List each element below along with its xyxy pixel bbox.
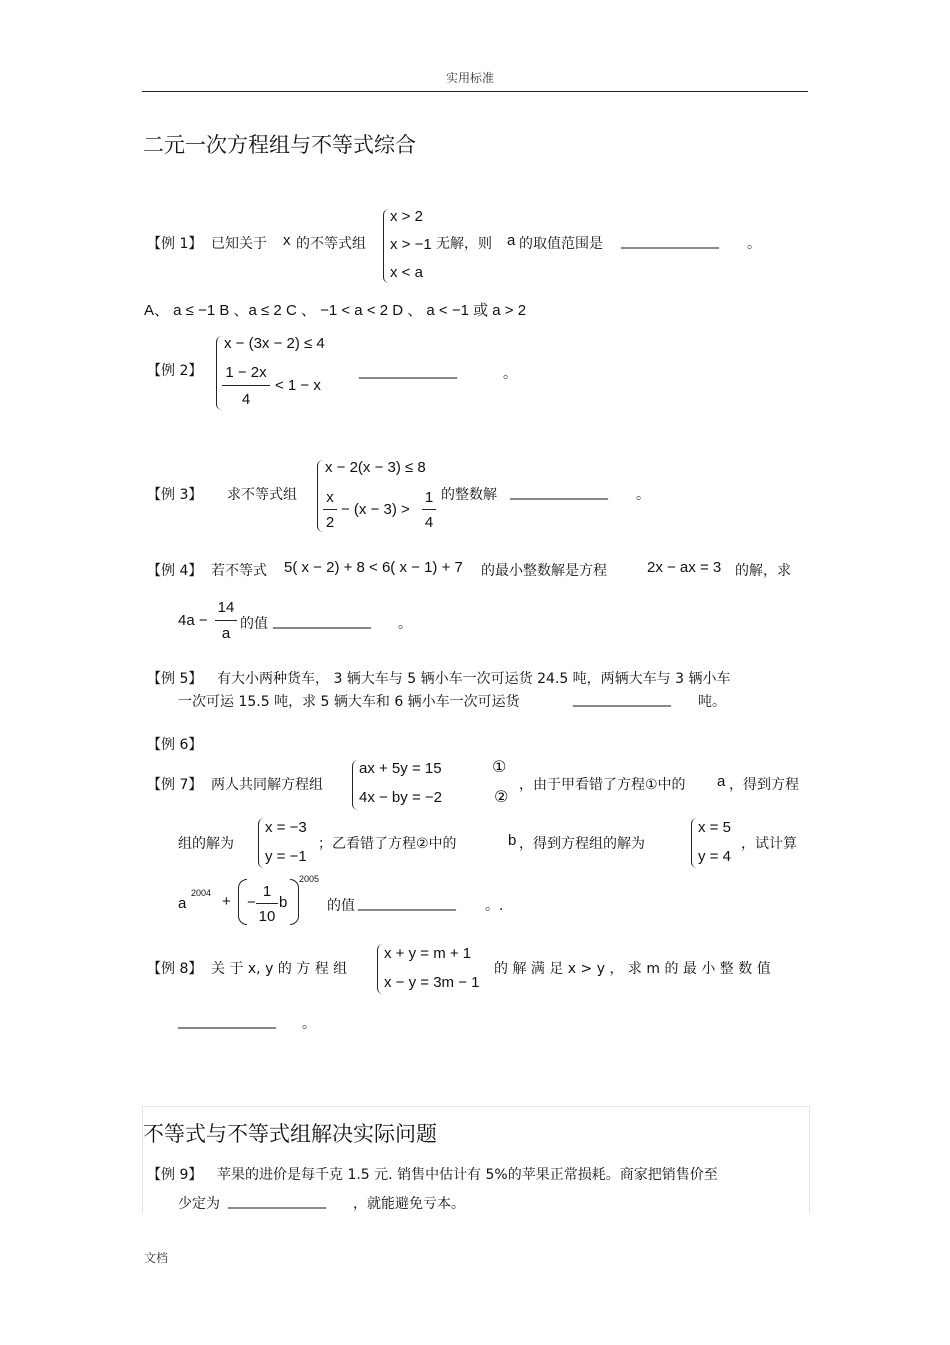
solution-line: x = 5 — [698, 819, 731, 836]
right-paren — [290, 879, 299, 925]
example-label: 【例 7】 — [147, 777, 203, 793]
header-divider — [142, 91, 808, 92]
text: 的解，求 — [735, 563, 791, 579]
system-line: x − 2(x − 3) ≤ 8 — [325, 459, 426, 476]
page-footer: 文档 — [144, 1251, 169, 1265]
text: ；乙看错了方程②中的 — [318, 836, 457, 852]
text: 求不等式组 — [227, 487, 297, 503]
left-paren — [238, 879, 247, 925]
math-var: a — [507, 232, 516, 249]
answer-blank: ______________ — [228, 1193, 326, 1209]
text: 的 解 满 足 x > y ， 求 m 的 最 小 整 数 值 — [494, 961, 771, 977]
example-label: 【例 2】 — [147, 363, 203, 379]
fraction-denominator: 4 — [241, 391, 251, 408]
system-line: x + y = m + 1 — [384, 945, 472, 962]
fraction-denominator: 10 — [258, 908, 276, 925]
answer-blank: ______________ — [359, 363, 457, 379]
answer-blank: ______________ — [178, 1013, 276, 1029]
text: ，试计算 — [741, 836, 797, 852]
system-line: x > −1 — [390, 236, 432, 253]
text: 。 — [398, 616, 412, 632]
solution-line: y = 4 — [698, 848, 731, 865]
page-header: 实用标准 — [446, 71, 495, 85]
brace — [377, 944, 384, 994]
text: 有大小两种货车， 3 辆大车与 5 辆小车一次可运货 24.5 吨，两辆大车与 3 辆小车 — [217, 671, 731, 687]
fraction-denominator: 4 — [424, 514, 434, 531]
operator: − — [247, 894, 256, 911]
text: 苹果的进价是每千克 1.5 元. 销售中估计有 5%的苹果正常损耗。商家把销售价至 — [217, 1167, 718, 1183]
section-title: 二元一次方程组与不等式综合 — [143, 133, 416, 157]
text: 的最小整数解是方程 — [481, 563, 607, 579]
answer-blank: ______________ — [573, 691, 671, 707]
system-line: − (x − 3) > — [341, 501, 410, 518]
system-line: x < a — [390, 264, 423, 281]
fraction-denominator: a — [221, 625, 231, 642]
example-label: 【例 9】 — [147, 1167, 203, 1183]
text: 。. — [485, 898, 504, 914]
text: 关 于 x, y 的 方 程 组 — [211, 961, 348, 977]
math-var: a — [178, 895, 187, 912]
solution-line: y = −1 — [265, 848, 307, 865]
fraction-numerator: 1 − 2x — [225, 364, 267, 381]
system-line: x − (3x − 2) ≤ 4 — [224, 335, 325, 352]
answer-options: A、 a ≤ −1 B 、a ≤ 2 C 、 −1 < a < 2 D 、 a < −1 或 a > 2 — [144, 302, 527, 319]
fraction-numerator: 14 — [217, 599, 235, 616]
system-line: ax + 5y = 15 — [359, 760, 442, 777]
brace — [352, 760, 359, 810]
fraction-bar — [222, 385, 270, 386]
operator: + — [222, 893, 231, 910]
exponent: 2005 — [299, 874, 320, 884]
circled-one: ① — [492, 757, 507, 776]
section-title: 不等式与不等式组解决实际问题 — [143, 1122, 437, 1146]
text: ，由于甲看错了方程①中的 — [519, 777, 686, 793]
text: 的取值范围是 — [519, 236, 603, 252]
inequality: 5( x − 2) + 8 < 6( x − 1) + 7 — [284, 559, 463, 576]
text: 少定为 — [178, 1196, 220, 1212]
text: 两人共同解方程组 — [211, 777, 323, 793]
system-line: < 1 − x — [275, 377, 321, 394]
text: 。 — [747, 236, 761, 252]
answer-blank: ______________ — [273, 613, 371, 629]
answer-blank: ______________ — [510, 484, 608, 500]
text: 的值 — [240, 616, 268, 632]
text: 已知关于 — [211, 236, 267, 252]
math-var: b — [279, 894, 288, 911]
example-label: 【例 8】 — [147, 961, 203, 977]
text: 吨。 — [698, 694, 726, 710]
example-label: 【例 6】 — [147, 737, 203, 753]
system-line: x > 2 — [390, 208, 423, 225]
text: 。 — [636, 487, 650, 503]
fraction-bar — [256, 903, 278, 904]
text: 一次可运 15.5 吨，求 5 辆大车和 6 辆小车一次可运货 — [178, 694, 520, 710]
brace — [691, 818, 698, 868]
expression: 4a − — [178, 612, 208, 629]
fraction-numerator: x — [326, 489, 334, 506]
fraction-bar — [422, 509, 436, 510]
example-label: 【例 3】 — [147, 487, 203, 503]
fraction-numerator: 1 — [424, 489, 434, 506]
text: ，得到方程组的解为 — [519, 836, 645, 852]
math-var: x — [283, 232, 291, 249]
example-label: 【例 4】 — [147, 563, 203, 579]
fraction-denominator: 2 — [325, 514, 335, 531]
text: 。 — [302, 1016, 316, 1032]
circled-two: ② — [494, 787, 509, 806]
solution-line: x = −3 — [265, 819, 307, 836]
equation: 2x − ax = 3 — [647, 559, 722, 576]
example-label: 【例 5】 — [147, 671, 203, 687]
example-label: 【例 1】 — [147, 236, 203, 252]
math-var: a — [717, 773, 726, 790]
text: 组的解为 — [178, 836, 234, 852]
text: 的不等式组 — [296, 236, 366, 252]
answer-blank: ______________ — [621, 233, 719, 249]
system-line: 4x − by = −2 — [359, 789, 442, 806]
text: 的值 — [327, 898, 355, 914]
fraction-bar — [323, 509, 337, 510]
brace — [258, 818, 265, 868]
math-var: b — [508, 832, 517, 849]
answer-blank: ______________ — [358, 895, 456, 911]
text: 的整数解 — [441, 487, 497, 503]
text: 。 — [503, 366, 517, 382]
exponent: 2004 — [191, 888, 212, 898]
text: ，就能避免亏本。 — [353, 1196, 465, 1212]
text: 无解，则 — [436, 236, 492, 252]
text: 若不等式 — [211, 563, 267, 579]
text: ，得到方程 — [729, 777, 799, 793]
brace — [383, 209, 390, 283]
fraction-bar — [215, 620, 237, 621]
fraction-numerator: 1 — [262, 883, 272, 900]
system-line: x − y = 3m − 1 — [384, 974, 480, 991]
